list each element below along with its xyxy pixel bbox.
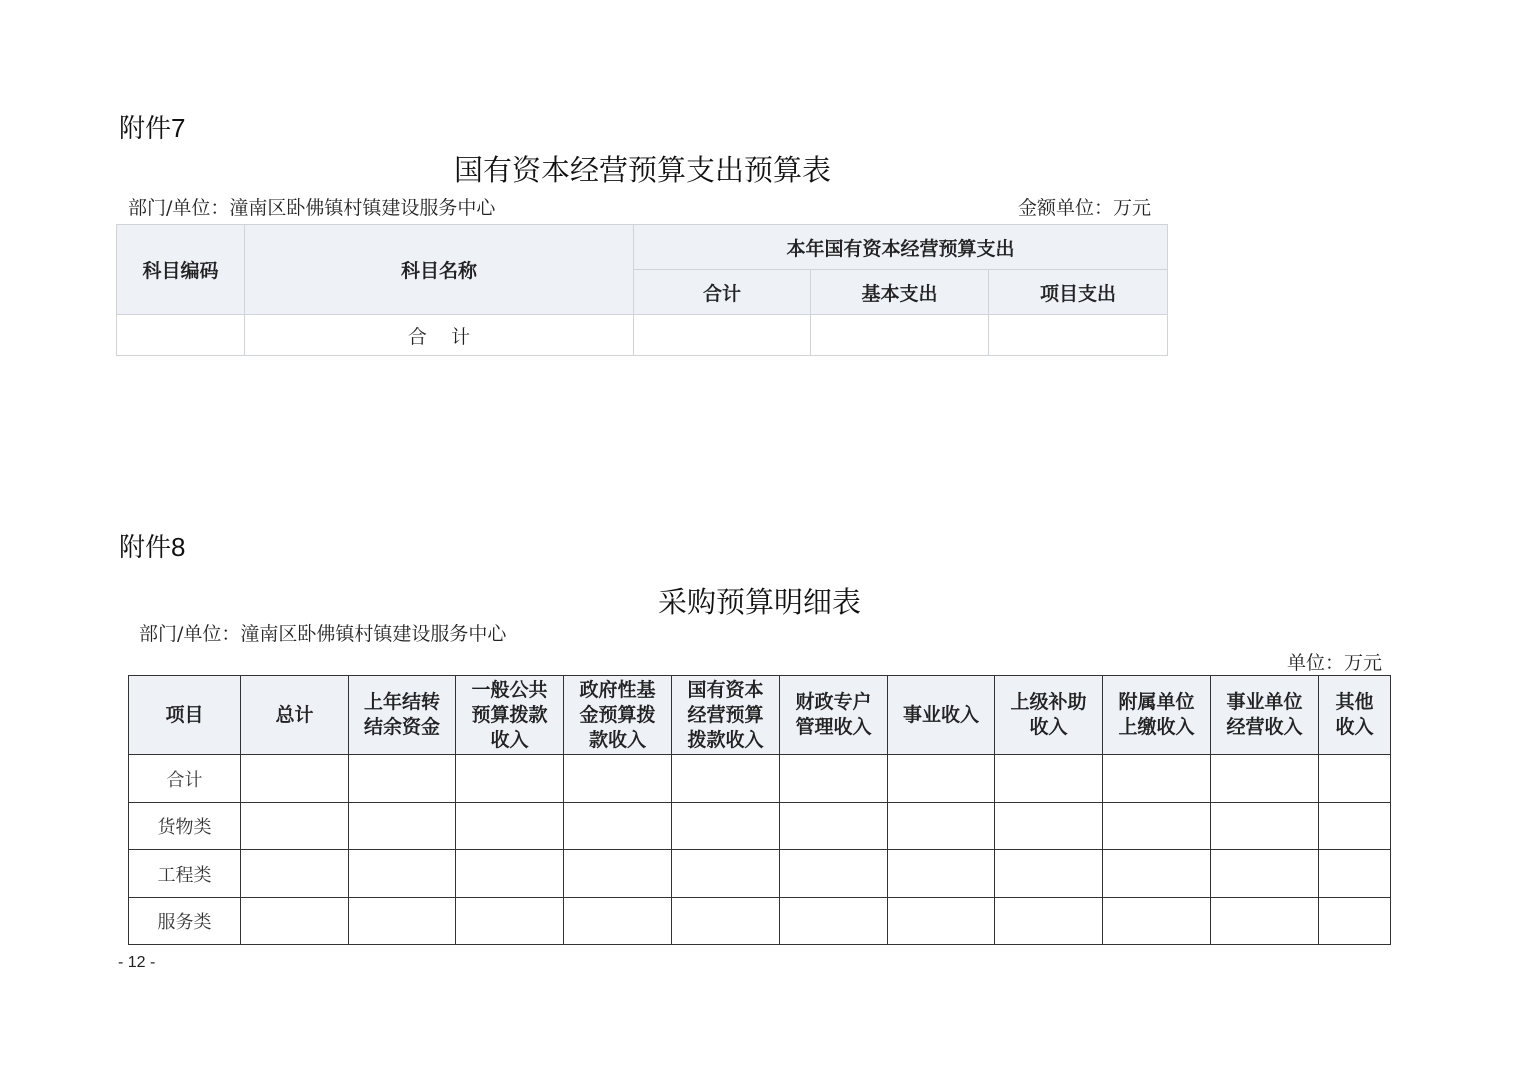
cell-basic — [811, 315, 989, 356]
attachment-8-department: 部门/单位：潼南区卧佛镇村镇建设服务中心 — [139, 623, 507, 645]
row-label: 服务类 — [129, 898, 241, 945]
header-carryover-funds: 上年结转 结余资金 — [349, 676, 456, 755]
header-other-income: 其他 收入 — [1319, 676, 1391, 755]
attachment-8-unit: 单位：万元 — [1287, 652, 1383, 674]
attachment-7-department: 部门/单位：潼南区卧佛镇村镇建设服务中心 — [128, 197, 496, 219]
table-row — [117, 315, 1168, 356]
table-row — [129, 803, 1391, 850]
header-subject-name: 科目名称 — [245, 225, 634, 315]
state-capital-budget-table — [116, 224, 1168, 356]
header-subject-code: 科目编码 — [117, 225, 245, 315]
page-number: - 12 - — [118, 954, 156, 971]
row-label: 货物类 — [129, 803, 241, 850]
header-state-capital-budget: 国有资本 经营预算 拨款收入 — [672, 676, 780, 755]
header-project-expenditure: 项目支出 — [989, 270, 1168, 315]
header-general-public-budget: 一般公共 预算拨款 收入 — [456, 676, 564, 755]
attachment-7-unit: 金额单位：万元 — [1018, 197, 1152, 219]
procurement-budget-table — [128, 675, 1391, 945]
row-label: 工程类 — [129, 850, 241, 898]
cell-project — [989, 315, 1168, 356]
header-grand-total: 总计 — [241, 676, 349, 755]
table-row — [129, 850, 1391, 898]
table-row — [129, 898, 1391, 945]
header-basic-expenditure: 基本支出 — [811, 270, 989, 315]
row-label: 合计 — [129, 755, 241, 803]
header-operating-income: 事业收入 — [888, 676, 995, 755]
header-special-account-income: 财政专户 管理收入 — [780, 676, 888, 755]
attachment-7-label: 附件7 — [119, 113, 186, 143]
header-affiliated-unit-payment: 附属单位 上缴收入 — [1103, 676, 1211, 755]
cell-total — [634, 315, 811, 356]
attachment-8-label: 附件8 — [119, 532, 186, 562]
header-current-year-expenditure: 本年国有资本经营预算支出 — [634, 225, 1168, 270]
header-superior-subsidy: 上级补助 收入 — [995, 676, 1103, 755]
cell-name: 合 计 — [245, 315, 634, 356]
attachment-8-title: 采购预算明细表 — [658, 585, 862, 619]
header-government-fund-budget: 政府性基 金预算拨 款收入 — [564, 676, 672, 755]
attachment-7-title: 国有资本经营预算支出预算表 — [454, 153, 832, 187]
header-item: 项目 — [129, 676, 241, 755]
table-row — [129, 755, 1391, 803]
header-business-unit-income: 事业单位 经营收入 — [1211, 676, 1319, 755]
header-total: 合计 — [634, 270, 811, 315]
cell-code — [117, 315, 245, 356]
